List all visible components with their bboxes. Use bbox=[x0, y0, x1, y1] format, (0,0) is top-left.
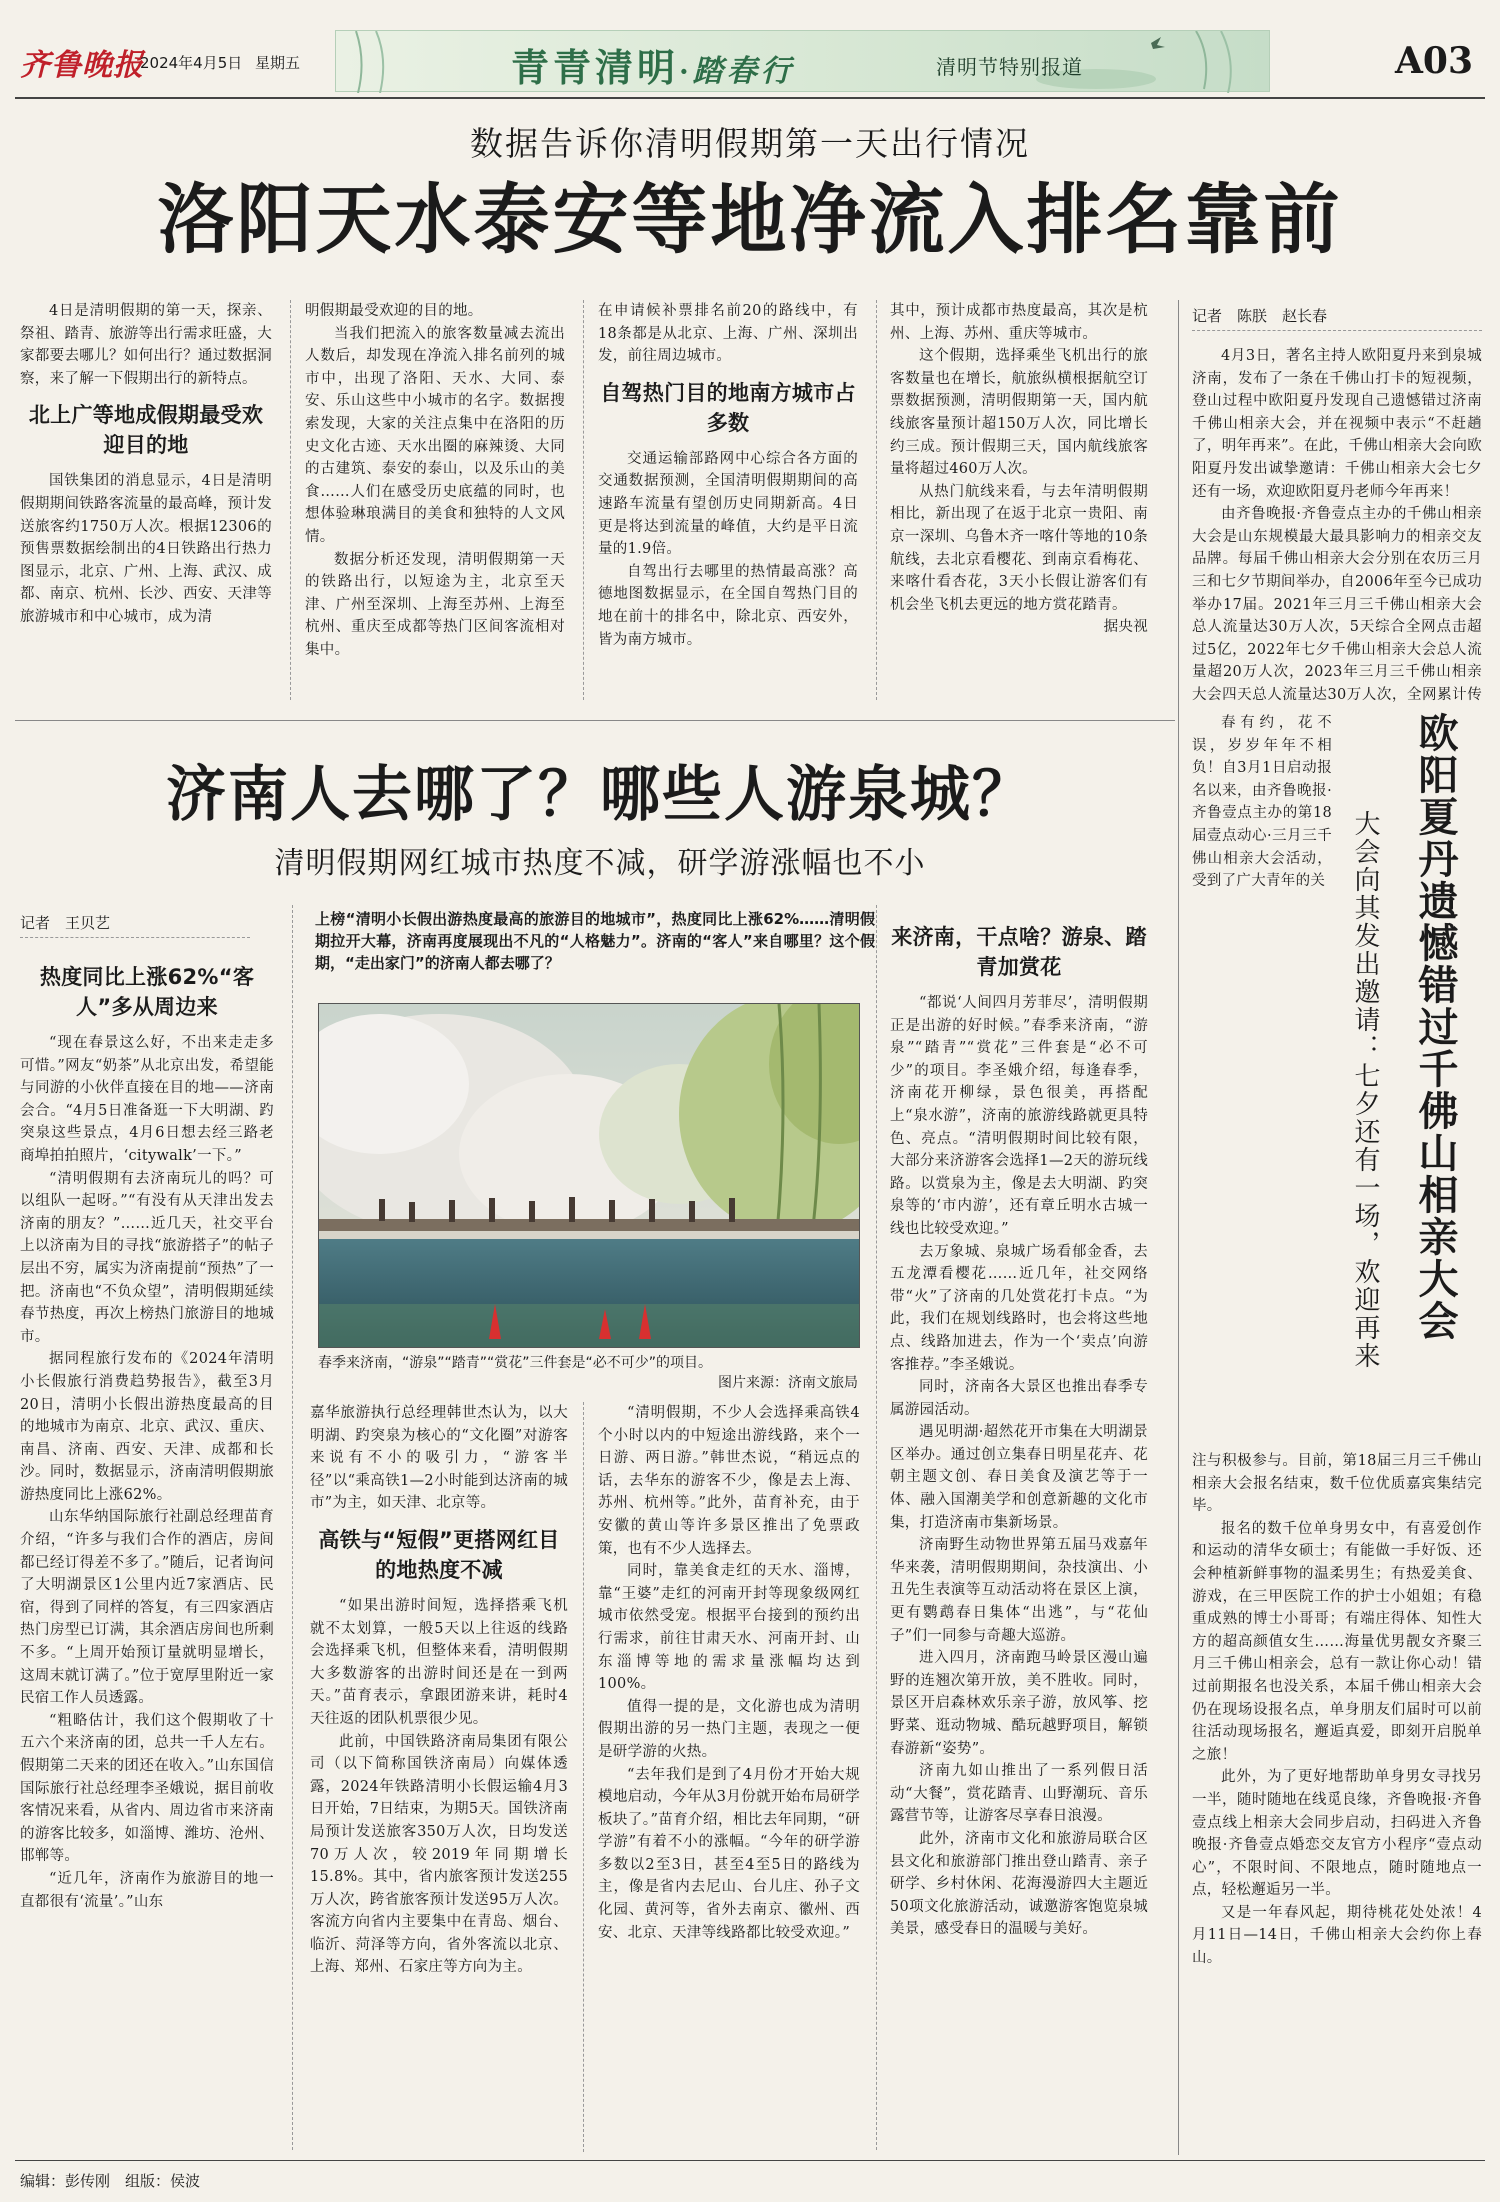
photo-caption: 春季来济南，“游泉”“踏青”“赏花”三件套是“必不可少”的项目。 bbox=[318, 1355, 713, 1371]
column-divider bbox=[290, 300, 291, 700]
story2-paragraph: 同时，靠美食走红的天水、淄博，靠“王婆”走红的河南开封等现象级网红城市依然受宠。根据平台接到的预约出行需求，前往甘肃天水、河南开封、山东淄博等地的需求量涨幅均达到100%。 bbox=[598, 1563, 860, 1693]
story2-paragraph: “清明假期有去济南玩儿的吗？可以组队一起呀。”“有没有从天津出发去济南的朋友？”……近几天，社交平台上以济南为目的寻找“旅游搭子”的帖子层出不穷，属实为济南提前“预热”了一把。济南也“不负众望”，清明假期延续春节热度，再次上榜热门旅游目的地城市。 bbox=[20, 1170, 274, 1345]
story3-paragraph: 注与积极参与。目前，第18届三月三千佛山相亲大会报名结束，数千位优质嘉宾集结完毕。 bbox=[1192, 1453, 1482, 1515]
story2-column-1 bbox=[20, 962, 274, 2152]
story2-paragraph: 进入四月，济南跑马岭景区漫山遍野的连翘次第开放，美不胜收。同时，景区开启森林欢乐亲子游，放风筝、挖野菜、逛动物城、酷玩越野项目，解锁春游新“姿势”。 bbox=[890, 1650, 1148, 1757]
right-column-divider bbox=[1178, 300, 1179, 2155]
story3-subtitle: 大会向其发出邀请：七夕还有一场，欢迎再来 bbox=[1350, 810, 1380, 1370]
issue-date: 2024年4月5日 bbox=[140, 54, 243, 72]
section-banner bbox=[335, 30, 1270, 92]
story1-paragraph: 明假期最受欢迎的目的地。 bbox=[305, 303, 483, 319]
story3-reporter: 记者 陈朕 赵长春 bbox=[1192, 305, 1482, 331]
story2-paragraph: “现在春景这么好，不出来走走多可惜。”网友“奶茶”从北京出发，希望能与同游的小伙伴直接在目的地——济南会合。“4月5日准备逛一下大明湖、趵突泉这些景点，4月6日想去经三路老商埠拍拍照片，‘citywalk’一下。” bbox=[20, 1035, 274, 1164]
story3-title: 欧阳夏丹遗憾错过千佛山相亲大会 bbox=[1412, 712, 1459, 1342]
story2-paragraph: 据同程旅行发布的《2024年清明小长假旅行消费趋势报告》，截至3月20日，清明小长假出游热度最高的目的地城市为南京、北京、武汉、重庆、南昌、济南、西安、天津、成都和长沙。同时，数据显示，济南清明假期旅游热度同比上涨62%。 bbox=[20, 1351, 274, 1503]
story2-column-4 bbox=[890, 922, 1148, 2152]
photo-credit: 图片来源：济南文旅局 bbox=[718, 1375, 858, 1391]
story2-paragraph: “近几年，济南作为旅游目的地一直都很有‘流量’。”山东 bbox=[20, 1870, 274, 1910]
story3-lower-text bbox=[1192, 1450, 1482, 2152]
story1-paragraph: 当我们把流入的旅客数量减去流出人数后，却发现在净流入排名前列的城市中，出现了洛阳、天水、大同、泰安、乐山这些中小城市的名字。数据搜索发现，大家的关注点集中在洛阳的历史文化古迹、天水出圈的麻辣烫、大同的古建筑、泰安的泰山，以及乐山的美食……人们在感受历史底蕴的同时，也想体验琳琅满目的美食和独特的人文风情。 bbox=[305, 325, 565, 545]
story1-paragraph: 4日是清明假期的第一天，探亲、祭祖、踏青、旅游等出行需求旺盛，大家都要去哪儿？如何出行？通过数据洞察，来了解一下假期出行的新特点。 bbox=[20, 303, 272, 387]
masthead bbox=[0, 0, 1500, 100]
story1-paragraph: 在申请候补票排名前20的路线中，有18条都是从北京、上海、广州、深圳出发，前往周边城市。 bbox=[598, 303, 858, 365]
story1-column-4 bbox=[890, 300, 1148, 705]
story2-column-3 bbox=[598, 1402, 860, 2152]
story2-paragraph: “去年我们是到了4月份才开始大规模地启动，今年从3月份就开始布局研学板块了。”苗育介绍，相比去年同期，“研学游”有着不小的涨幅。“今年的研学游多数以2至3日，甚至4至5日的路线为主，像是省内去尼山、台儿庄、孙子文化园、黄河等，省外去南京、徽州、西安、北京、天津等线路都比较受欢迎。” bbox=[598, 1766, 860, 1941]
story1-subhead-2: 自驾热门目的地南方城市占多数 bbox=[600, 380, 856, 435]
story2-column-2 bbox=[310, 1402, 568, 2152]
willow-decoration-icon bbox=[336, 31, 1271, 93]
story2-paragraph: 同时，济南各大景区也推出春季专属游园活动。 bbox=[890, 1379, 1148, 1418]
story1-paragraph: 国铁集团的消息显示，4日是清明假期期间铁路客流量的最高峰，预计发送旅客约1750万人次。根据12306的预售票数据绘制出的4日铁路出行热力图显示，北京、广州、上海、武汉、成都、南京、杭州、长沙、西安、天津等旅游城市和中心城市，成为清 bbox=[20, 473, 272, 625]
story2-lead: 上榜“清明小长假出游热度最高的旅游目的地城市”，热度同比上涨62%……清明假期拉开大幕，济南再度展现出不凡的“人格魅力”。济南的“客人”来自哪里？这个假期，“走出家门”的济南人都去哪了？ bbox=[315, 910, 875, 972]
story1-column-2 bbox=[305, 300, 565, 700]
story2-paragraph: 去万象城、泉城广场看郁金香，去五龙潭看樱花……近几年，社交网络带“火”了济南的几处赏花打卡点。“为此，我们在规划线路时，也会将这些地点、线路加进去，作为一个‘卖点’向游客推荐。”李圣娥说。 bbox=[890, 1243, 1148, 1373]
column-divider bbox=[876, 300, 877, 700]
banner-title bbox=[511, 37, 795, 92]
issue-weekday: 星期五 bbox=[255, 54, 301, 72]
story1-credit: 据央视 bbox=[1103, 619, 1148, 636]
story2-paragraph: 此外，济南市文化和旅游局联合区县文化和旅游部门推出登山踏青、亲子研学、乡村休闲、花海漫游四大主题近50项文化旅游活动，诚邀游客饱览泉城美景，感受春日的温暖与美好。 bbox=[890, 1830, 1148, 1938]
masthead-rule bbox=[15, 97, 1485, 99]
column-divider bbox=[583, 300, 584, 700]
story3-paragraph: 春有约，花不误，岁岁年年不相负！自3月1日启动报名以来，由齐鲁晚报·齐鲁壹点主办的第18届壹点动心·三月三千佛山相亲大会活动，受到了广大青年的关 bbox=[1192, 715, 1332, 890]
story3-intro bbox=[1192, 345, 1482, 705]
section-rule bbox=[15, 720, 1175, 721]
story2-subhead-2: 高铁与“短假”更搭网红目的地热度不减 bbox=[318, 1527, 560, 1582]
story2-subhead-3: 来济南，干点啥？游泉、踏青加赏花 bbox=[891, 925, 1147, 979]
story1-paragraph: 交通运输部路网中心综合各方面的交通数据预测，全国清明假期期间的高速路车流量有望创历史同期新高。4日更是将达到流量的峰值，大约是平日流量的1.9倍。 bbox=[598, 450, 858, 558]
story2-paragraph: 济南九如山推出了一系列假日活动“大餐”，赏花踏青、山野潮玩、音乐露营节等，让游客尽享春日浪漫。 bbox=[890, 1763, 1148, 1825]
banner-title-main: 青青清明 bbox=[511, 45, 680, 90]
story2-paragraph: 遇见明湖·超然花开市集在大明湖景区举办。通过创立集春日明星花卉、花朝主题文创、春日美食及演艺等于一体、融入国潮美学和创意新趣的文化市集，打造济南市集新场景。 bbox=[890, 1424, 1148, 1531]
story1-paragraph: 其中，预计成都市热度最高，其次是杭州、上海、苏州、重庆等城市。 bbox=[890, 303, 1148, 342]
story1-column-3 bbox=[598, 300, 858, 700]
footer-editor: 编辑：彭传刚 组版：侯波 bbox=[20, 2172, 201, 2190]
story2-paragraph: 嘉华旅游执行总经理韩世杰认为，以大明湖、趵突泉为核心的“文化圈”对游客来说有不小的吸引力，“游客半径”以“乘高铁1—2小时能到达济南的城市”为主，如天津、北京等。 bbox=[310, 1405, 568, 1512]
column-divider bbox=[583, 1402, 584, 2152]
story1-paragraph: 这个假期，选择乘坐飞机出行的旅客数量也在增长，航旅纵横根据航空订票数据预测，清明假期第一天，国内航线旅客量预计超150万人次，同比增长约三成。预计假期三天，国内航线旅客量将超过460万人次。 bbox=[890, 348, 1148, 478]
column-divider bbox=[292, 905, 293, 2150]
column-divider bbox=[876, 905, 877, 2150]
story2-paragraph: 此前，中国铁路济南局集团有限公司（以下简称国铁济南局）向媒体透露，2024年铁路清明小长假运输4月3日开始，7日结束，为期5天。国铁济南局预计发送旅客350万人次，日均发送70万人次，较2019年同期增长15.8%。其中，省内旅客预计发送255万人次，跨省旅客预计发送95万人次。客流方向省内主要集中在青岛、烟台、临沂、菏泽等方向，省外客流以北京、上海、郑州、石家庄等方向为主。 bbox=[310, 1733, 568, 1976]
story1-headline: 洛阳天水泰安等地净流入排名靠前 bbox=[157, 175, 1343, 264]
story3-paragraph: 报名的数千位单身男女中，有喜爱创作和运动的清华女硕士；有能做一手好饭、还会种植新鲜事物的温柔男生；有热爱美食、游戏，在三甲医院工作的护士小姐姐；有稳重成熟的博士小哥哥；有端庄得体、知性大方的超高颜值女生……海量优男靓女齐聚三月三千佛山相亲会，总有一款让你心动！错过前期报名也没关系，本届千佛山相亲大会仍在现场设报名点，单身朋友们届时可以前往活动现场报名，邂逅真爱，即刻开启脱单之旅！ bbox=[1192, 1520, 1482, 1763]
story3-paragraph: 4月3日，著名主持人欧阳夏丹来到泉城济南，发布了一条在千佛山打卡的短视频，登山过程中欧阳夏丹发现自己遗憾错过济南千佛山相亲大会，并在视频中表示“不赶趟了，明年再来”。在此，千佛山相亲大会向欧阳夏丹发出诚挚邀请：千佛山相亲大会七夕还有一场，欢迎欧阳夏丹老师今年再来！ bbox=[1192, 348, 1482, 500]
story1-subhead-1: 北上广等地成假期最受欢迎目的地 bbox=[28, 403, 264, 458]
story2-paragraph: “清明假期，不少人会选择乘高铁4个小时以内的中短途出游线路，来个一日游、两日游。”韩世杰说，“稍远点的话，去华东的游客不少，像是去上海、苏州、杭州等。”此外，苗育补充，由于安徽的黄山等许多景区推出了免票政策，也有不少人选择去。 bbox=[598, 1405, 860, 1557]
story2-headline: 济南人去哪了？哪些人游泉城？ bbox=[166, 760, 1034, 830]
story1-column-1 bbox=[20, 300, 272, 700]
story2-paragraph: “如果出游时间短，选择搭乘飞机就不太划算，一般5天以上往返的线路会选择乘飞机，但整体来看，清明假期大多数游客的出游时间还是在一到两天。”苗育表示，拿跟团游来讲，耗时4天往返的团队机票很少见。 bbox=[310, 1597, 568, 1727]
story2-paragraph: 济南野生动物世界第五届马戏嘉年华来袭，清明假期期间，杂技演出、小丑先生表演等互动活动将在景区上演，更有鹦鹉春日集体“出逃”，与“花仙子”们一同参与奇趣大巡游。 bbox=[890, 1537, 1148, 1644]
story3-paragraph: 由齐鲁晚报·齐鲁壹点主办的千佛山相亲大会是山东规模最大最具影响力的相亲交友品牌。每届千佛山相亲大会分别在农历三月三和七夕节期间举办，自2006年至今已成功举办17届。2021年三月三千佛山相亲大会总人流量达30万人次，5天综合全网点击超过5亿，2022年七夕千佛山相亲大会总人流量超20万人次，2023年三月三千佛山相亲大会四天总人流量达30万人次，全网累计传 bbox=[1192, 506, 1482, 703]
banner-title-sep: · bbox=[679, 55, 693, 88]
story3-paragraph: 又是一年春风起，期待桃花处处浓！4月11日—14日，千佛山相亲大会约你上春山。 bbox=[1192, 1904, 1482, 1967]
story1-paragraph: 从热门航线来看，与去年清明假期相比，新出现了在返于北京一贵阳、南京一深圳、乌鲁木齐一喀什等地的10条航线，去北京看樱花、到南京看梅花、来喀什看杏花，3天小长假让游客们有机会坐飞机去更远的地方赏花踏青。 bbox=[890, 483, 1148, 613]
banner-tag: 清明节特别报道 bbox=[936, 55, 1083, 79]
story1-kicker: 数据告诉你清明假期第一天出行情况 bbox=[470, 124, 1030, 163]
story2-subhead-1: 热度同比上涨62%“客人”多从周边来 bbox=[39, 965, 255, 1019]
story2-subhead: 清明假期网红城市热度不减，研学游涨幅也不小 bbox=[274, 846, 926, 881]
story3-narrow-column bbox=[1192, 712, 1332, 1442]
banner-title-sub: 踏春行 bbox=[692, 54, 795, 89]
story2-paragraph: 山东华纳国际旅行社副总经理苗育介绍，“许多与我们合作的酒店，房间都已经订得差不多了。”随后，记者询问了大明湖景区1公里内近7家酒店、民宿，得到了同样的答复，有三四家酒店热门房型已订满，其余酒店房间也所剩不多。“上周开始预订量就明显增长，这周末就订满了。”位于宽厚里附近一家民宿工作人员透露。 bbox=[20, 1509, 274, 1707]
story1-paragraph: 自驾出行去哪里的热情最高涨？高德地图数据显示，在全国自驾热门目的地在前十的排名中，除北京、西安外，皆为南方城市。 bbox=[598, 563, 858, 648]
paper-logo: 齐鲁晚报 bbox=[20, 48, 144, 83]
story3-paragraph: 此外，为了更好地帮助单身男女寻找另一半，随时随地在线觅良缘，齐鲁晚报·齐鲁壹点线上相亲大会同步启动，扫码进入齐鲁晚报·齐鲁壹点婚恋交友官方小程序“壹点动心”，不限时间、不限地点，随时随地点一点，轻松邂逅另一半。 bbox=[1192, 1769, 1482, 1899]
footer-rule bbox=[15, 2160, 1485, 2161]
story2-paragraph: “粗略估计，我们这个假期收了十五六个来济南的团，总共一千人左右。假期第二天来的团还在收入。”山东国信国际旅行社总经理李圣娥说，据目前收客情况来看，从省内、周边省市来济南的游客比较多，如淄博、潍坊、沧州、邯郸等。 bbox=[20, 1712, 274, 1865]
story2-paragraph: 值得一提的是，文化游也成为清明假期出游的另一热门主题，表现之一便是研学游的火热。 bbox=[598, 1698, 860, 1760]
story2-paragraph: “都说‘人间四月芳菲尽’，清明假期正是出游的好时候。”春季来济南，“游泉”“踏青”“赏花”三件套是“必不可少”的项目。李圣娥介绍，每逢春季，济南花开柳绿，景色很美，再搭配上“泉水游”，济南的旅游线路就更具特色、亮点。“清明假期时间比较有限，大部分来济游客会选择1—2天的游玩线路。以赏泉为主，像是去大明湖、趵突泉等的‘市内游’，还有章丘明水古城一线也比较受欢迎。” bbox=[890, 995, 1148, 1237]
story2-reporter: 记者 王贝艺 bbox=[20, 912, 250, 938]
story1-paragraph: 数据分析还发现，清明假期第一天的铁路出行，以短途为主，北京至天津、广州至深圳、上海至苏州、上海至杭州、重庆至成都等热门区间客流相对集中。 bbox=[305, 551, 565, 658]
story2-photo bbox=[318, 1003, 860, 1348]
spring-park-photo-icon bbox=[319, 1004, 860, 1348]
page-number: A03 bbox=[1395, 40, 1474, 82]
